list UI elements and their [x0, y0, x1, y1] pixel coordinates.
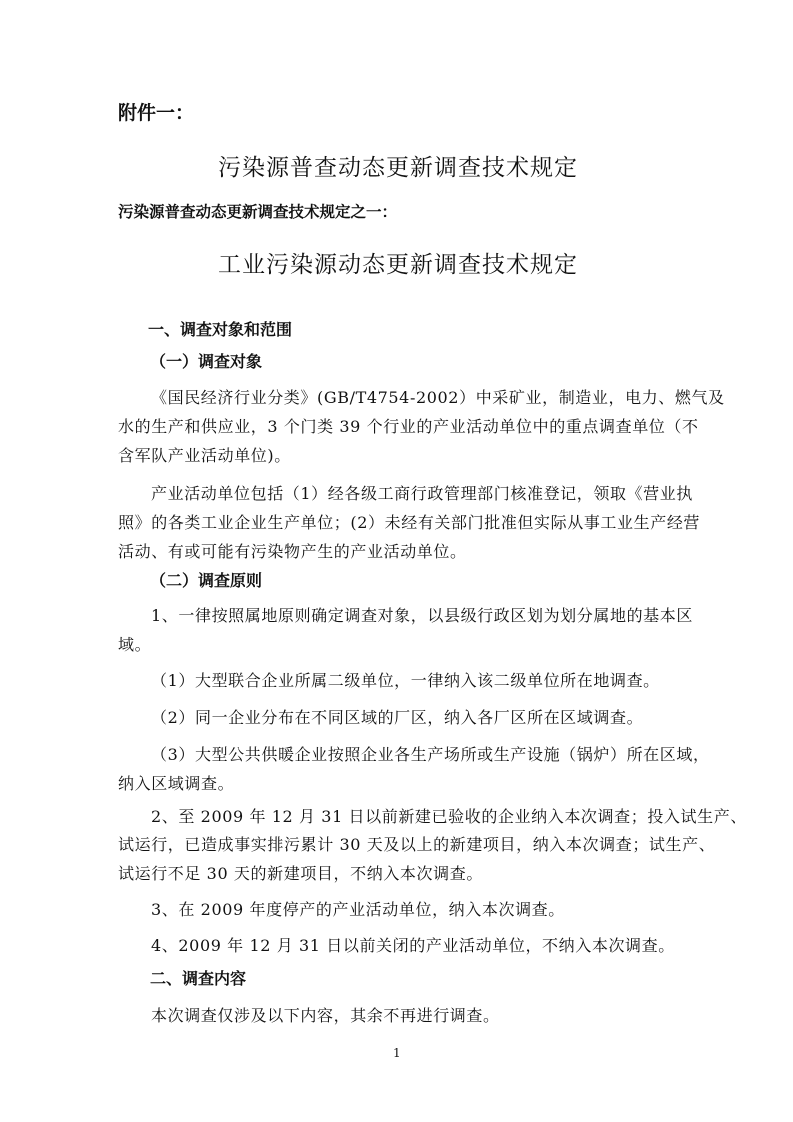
paragraph-line: 试运行不足 30 天的新建项目，不纳入本次调查。	[118, 864, 483, 883]
heading-1: 一、调查对象和范围	[148, 320, 293, 339]
paragraph-line: 活动、有或可能有污染物产生的产业活动单位。	[118, 542, 467, 561]
paragraph-line: （1）大型联合企业所属二级单位，一律纳入该二级单位所在地调查。	[151, 671, 660, 690]
sub-heading: 污染源普查动态更新调查技术规定之一：	[118, 203, 398, 221]
main-title: 污染源普查动态更新调查技术规定	[218, 155, 578, 181]
heading-1-1: （一）调查对象	[150, 352, 263, 371]
paragraph-line: 含军队产业活动单位)。	[118, 446, 291, 465]
paragraph-line: 本次调查仅涉及以下内容，其余不再进行调查。	[151, 1006, 500, 1025]
paragraph-line: 纳入区域调查。	[118, 774, 235, 793]
paragraph-line: 1、一律按照属地原则确定调查对象，以县级行政区划为划分属地的基本区	[151, 606, 693, 625]
heading-1-2: （二）调查原则	[150, 571, 263, 590]
paragraph-line: 试运行，已造成事实排污累计 30 天及以上的新建项目，纳入本次调查；试生产、	[118, 835, 716, 854]
paragraph-line: （3）大型公共供暖企业按照企业各生产场所或生产设施（锅炉）所在区域，	[151, 745, 710, 764]
page-number: 1	[393, 1046, 401, 1060]
paragraph-line: 《国民经济行业分类》(GB/T4754-2002）中采矿业，制造业，电力、燃气及	[151, 388, 725, 407]
paragraph-line: 水的生产和供应业，3 个门类 39 个行业的产业活动单位中的重点调查单位（不	[118, 417, 699, 436]
paragraph-line: 4、2009 年 12 月 31 日以前关闭的产业活动单位，不纳入本次调查。	[151, 936, 675, 955]
paragraph-line: （2）同一企业分布在不同区域的厂区，纳入各厂区所在区域调查。	[151, 708, 644, 727]
paragraph-line: 照》的各类工业企业生产单位；(2）未经有关部门批准但实际从事工业生产经营	[118, 513, 701, 532]
heading-2: 二、调查内容	[150, 969, 247, 988]
section-title: 工业污染源动态更新调查技术规定	[218, 252, 578, 278]
attachment-label: 附件一：	[118, 102, 195, 124]
paragraph-line: 3、在 2009 年度停产的产业活动单位，纳入本次调查。	[151, 900, 565, 919]
paragraph-line: 域。	[118, 635, 152, 654]
paragraph-line: 产业活动单位包括（1）经各级工商行政管理部门核准登记，领取《营业执	[151, 484, 693, 503]
paragraph-line: 2、至 2009 年 12 月 31 日以前新建已验收的企业纳入本次调查；投入试生产、	[151, 807, 747, 826]
